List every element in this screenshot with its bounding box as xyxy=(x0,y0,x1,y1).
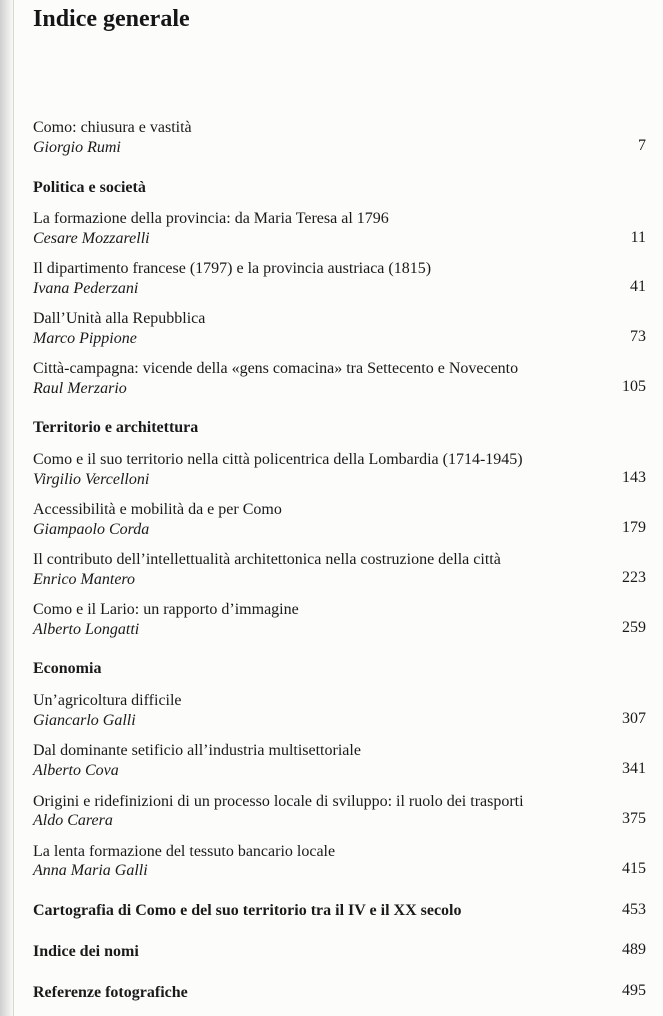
entry-author: Aldo Carera xyxy=(33,812,113,829)
entry-title: Indice dei nomi xyxy=(33,943,139,960)
section-heading-economia: Economia xyxy=(33,660,102,677)
entry-author: Giancarlo Galli xyxy=(33,712,136,729)
entry-author: Giampaolo Corda xyxy=(33,521,150,538)
entry-title: Como: chiusura e vastità xyxy=(33,119,192,136)
entry-page: 259 xyxy=(622,619,646,636)
entry-title: Accessibilità e mobilità da e per Como xyxy=(33,501,282,518)
entry-page: 11 xyxy=(630,229,646,246)
entry-page: 495 xyxy=(622,982,646,999)
page-title: Indice generale xyxy=(33,6,190,32)
entry-title: Un’agricoltura difficile xyxy=(33,692,182,709)
entry-author: Marco Pippione xyxy=(33,330,137,347)
entry-page: 307 xyxy=(622,710,646,727)
entry-title: Como e il Lario: un rapporto d’immagine xyxy=(33,601,299,618)
entry-title: Il contributo dell’intellettualità architettonica nella costruzione della città xyxy=(33,551,501,568)
entry-page: 223 xyxy=(622,569,646,586)
entry-page: 375 xyxy=(622,810,646,827)
entry-page: 7 xyxy=(638,137,646,154)
entry-page: 415 xyxy=(622,860,646,877)
entry-title: Origini e ridefinizioni di un processo locale di sviluppo: il ruolo dei trasporti xyxy=(33,793,524,810)
entry-title: La formazione della provincia: da Maria Teresa al 1796 xyxy=(33,210,389,227)
entry-author: Raul Merzario xyxy=(33,380,127,397)
entry-author: Virgilio Vercelloni xyxy=(33,471,150,488)
entry-author: Alberto Longatti xyxy=(33,621,140,638)
entry-author: Alberto Cova xyxy=(33,762,119,779)
entry-title: La lenta formazione del tessuto bancario locale xyxy=(33,843,336,860)
entry-page: 489 xyxy=(622,941,646,958)
entry-author: Enrico Mantero xyxy=(33,571,136,588)
entry-page: 341 xyxy=(622,760,646,777)
entry-page: 73 xyxy=(630,328,646,345)
entry-page: 41 xyxy=(630,278,646,295)
entry-title: Cartografia di Como e del suo territorio tra il IV e il XX secolo xyxy=(33,902,462,919)
page-edge-shadow xyxy=(0,0,14,1016)
entry-title: Dal dominante setificio all’industria multisettoriale xyxy=(33,742,361,759)
entry-author: Cesare Mozzarelli xyxy=(33,230,150,247)
entry-page: 453 xyxy=(622,901,646,918)
entry-author: Anna Maria Galli xyxy=(33,862,148,879)
entry-author: Giorgio Rumi xyxy=(33,139,121,156)
entry-title: Como e il suo territorio nella città policentrica della Lombardia (1714-1945) xyxy=(33,451,523,468)
section-heading-politica: Politica e società xyxy=(33,179,146,196)
entry-title: Città-campagna: vicende della «gens comacina» tra Settecento e Novecento xyxy=(33,360,519,377)
section-heading-territorio: Territorio e architettura xyxy=(33,419,199,436)
page-edge-line xyxy=(13,0,14,1016)
entry-title: Il dipartimento francese (1797) e la provincia austriaca (1815) xyxy=(33,260,432,277)
entry-page: 143 xyxy=(622,469,646,486)
entry-author: Ivana Pederzani xyxy=(33,280,139,297)
entry-title: Dall’Unità alla Repubblica xyxy=(33,310,206,327)
entry-page: 105 xyxy=(622,378,646,395)
entry-title: Referenze fotografiche xyxy=(33,984,188,1001)
entry-page: 179 xyxy=(622,519,646,536)
